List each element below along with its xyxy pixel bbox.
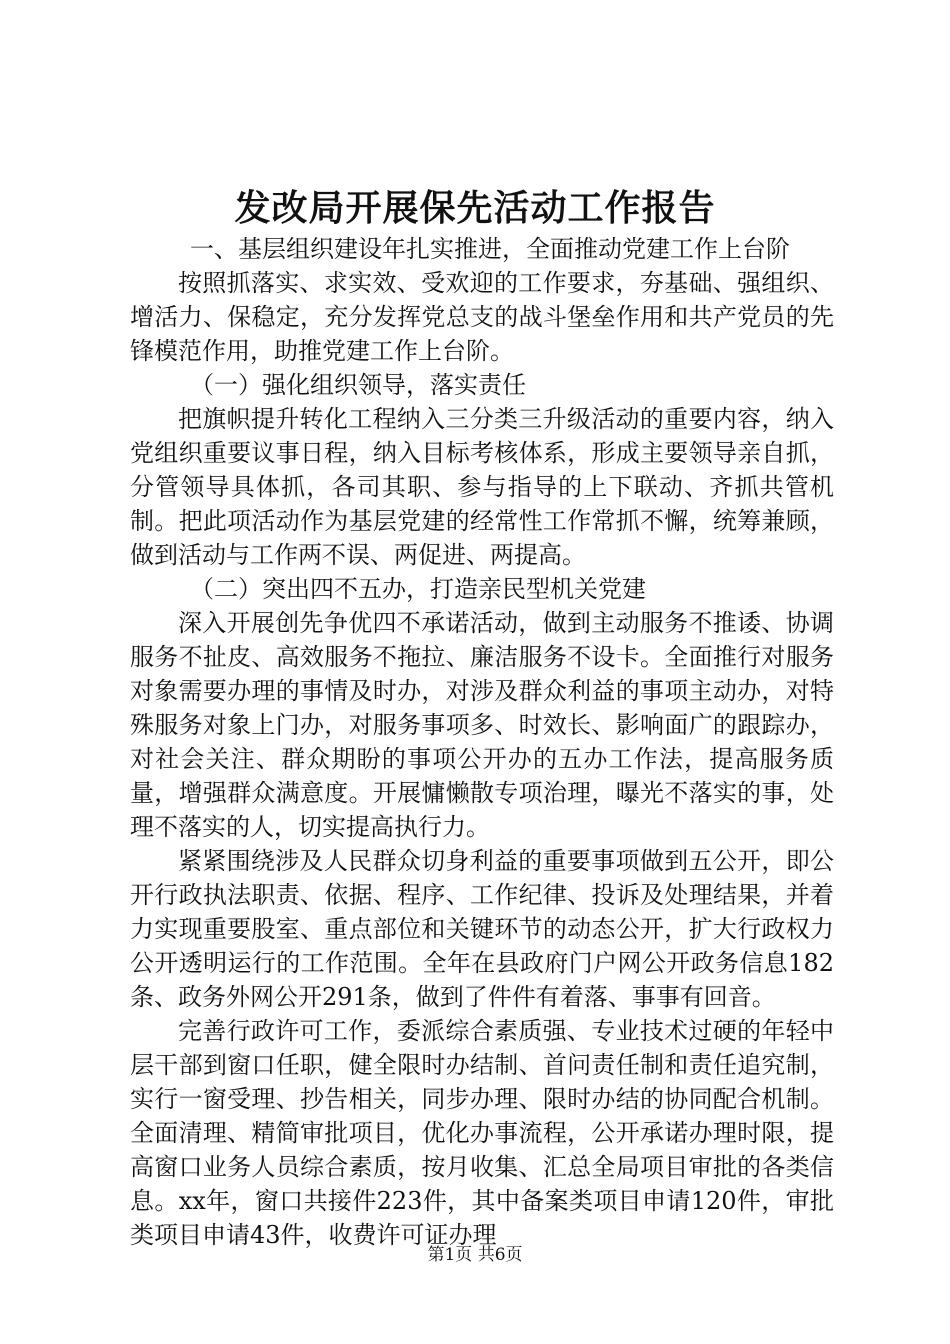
paragraph-4: 紧紧围绕涉及人民群众切身利益的重要事项做到五公开，即公开行政执法职责、依据、程序、工作纪律、投诉及处理结果，并着力实现重要股室、重点部位和关键环节的动态公开，扩大行政权力公开透明运行的工作范围。全年在县政府门户网公开政务信息182条、政务外网公开291条，做到了件件有着落、事事有回音。 <box>130 847 834 1011</box>
paragraph-2: 把旗帜提升转化工程纳入三分类三升级活动的重要内容，纳入党组织重要议事日程，纳入目标考核体系，形成主要领导亲自抓，分管领导具体抓，各司其职、参与指导的上下联动、齐抓共管机制。把此项活动作为基层党建的经常性工作常抓不懈，统筹兼顾，做到活动与工作两不误、两促进、两提高。 <box>130 405 834 569</box>
document-title: 发改局开展保先活动工作报告 <box>234 187 716 229</box>
page-footer: 第1页 共6页 <box>427 1245 523 1265</box>
document-body <box>130 232 834 1252</box>
section-heading-1: 一、基层组织建设年扎实推进，全面推动党建工作上台阶 <box>190 235 790 263</box>
subsection-heading-2: （二）突出四不五办，打造亲民型机关党建 <box>190 575 646 603</box>
paragraph-5: 完善行政许可工作，委派综合素质强、专业技术过硬的年轻中层干部到窗口任职，健全限时办结制、首问责任制和责任追究制，实行一窗受理、抄告相关，同步办理、限时办结的协同配合机制。全面清理、精简审批项目，优化办事流程，公开承诺办理时限，提高窗口业务人员综合素质，按月收集、汇总全局项目审批的各类信息。xx年，窗口共接件223件，其中备案类项目申请120件，审批类项目申请43件，收费许可证办理 <box>130 1017 834 1249</box>
subsection-heading-1: （一）强化组织领导，落实责任 <box>190 371 526 399</box>
paragraph-3: 深入开展创先争优四不承诺活动，做到主动服务不推诿、协调服务不扯皮、高效服务不拖拉、廉洁服务不设卡。全面推行对服务对象需要办理的事情及时办，对涉及群众利益的事项主动办，对特殊服务对象上门办，对服务事项多、时效长、影响面广的跟踪办，对社会关注、群众期盼的事项公开办的五办工作法，提高服务质量，增强群众满意度。开展慵懒散专项治理，曝光不落实的事，处理不落实的人，切实提高执行力。 <box>130 609 834 841</box>
paragraph-1: 按照抓落实、求实效、受欢迎的工作要求，夯基础、强组织、增活力、保稳定，充分发挥党总支的战斗堡垒作用和共产党员的先锋模范作用，助推党建工作上台阶。 <box>130 269 834 365</box>
